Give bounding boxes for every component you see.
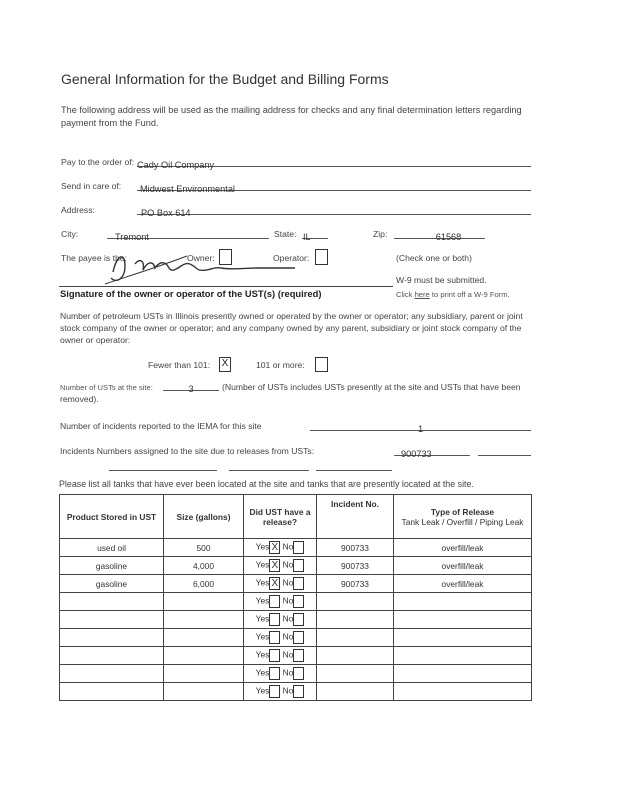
cell-incident[interactable]: 900733 (317, 575, 394, 593)
cell-size[interactable] (164, 611, 244, 629)
no-label: No (282, 649, 294, 660)
no-label: No (282, 685, 294, 696)
state-label: State: (274, 229, 297, 239)
tank-list-instruction: Please list all tanks that have ever been located at the site and tanks that are presently located at the site. (59, 479, 474, 489)
table-row (60, 629, 532, 647)
cell-release-type[interactable] (394, 593, 532, 611)
check-one-note: (Check one or both) (396, 253, 472, 263)
header-product: Product Stored in UST (60, 495, 164, 539)
yes-label: Yes (255, 559, 270, 570)
send-in-care-label: Send in care of: (61, 181, 122, 191)
incident-number-field-2[interactable] (478, 444, 531, 456)
yes-checkbox[interactable] (269, 685, 280, 698)
yes-checkbox[interactable] (269, 631, 280, 644)
cell-release (244, 611, 317, 629)
cell-product[interactable] (60, 593, 164, 611)
cell-release-type[interactable] (394, 647, 532, 665)
cell-product[interactable]: used oil (60, 539, 164, 557)
cell-release (244, 575, 317, 593)
incident-number-field-4[interactable] (229, 459, 309, 471)
incident-number-field-5[interactable] (316, 459, 392, 471)
page-title: General Information for the Budget and Billing Forms (61, 71, 389, 87)
cell-size[interactable] (164, 665, 244, 683)
no-label: No (282, 667, 294, 678)
zip-label: Zip: (373, 229, 388, 239)
cell-release (244, 665, 317, 683)
table-row (60, 611, 532, 629)
yes-label: Yes (255, 685, 270, 696)
yes-checkbox[interactable] (269, 667, 280, 680)
cell-product[interactable] (60, 629, 164, 647)
city-value: Tremont (115, 232, 149, 242)
incident-numbers-label: Incidents Numbers assigned to the site due to releases from USTs: (60, 446, 315, 456)
ust-at-site-label: Number of USTs at the site: (60, 383, 153, 392)
yes-checkbox[interactable]: X (269, 541, 280, 554)
pay-to-value: Cady Oil Company (137, 160, 215, 170)
cell-incident[interactable] (317, 611, 394, 629)
table-row (60, 593, 532, 611)
operator-label: Operator: (273, 253, 310, 263)
no-label: No (282, 613, 294, 624)
cell-release-type[interactable] (394, 665, 532, 683)
no-label: No (282, 577, 294, 588)
w9-link-text: Click here to print off a W-9 Form. (396, 290, 510, 299)
incidents-reported-field[interactable] (310, 419, 531, 434)
cell-incident[interactable] (317, 683, 394, 701)
address-label: Address: (61, 205, 95, 215)
yes-checkbox[interactable] (269, 613, 280, 626)
w9-link[interactable]: here (414, 290, 430, 299)
yes-label: Yes (255, 631, 270, 642)
cell-size[interactable]: 500 (164, 539, 244, 557)
no-checkbox[interactable] (293, 631, 304, 644)
cell-release (244, 557, 317, 575)
yes-label: Yes (255, 595, 270, 606)
header-size: Size (gallons) (164, 495, 244, 539)
cell-release-type[interactable]: overfill/leak (394, 557, 532, 575)
pay-to-label: Pay to the order of: (61, 157, 135, 167)
city-label: City: (61, 229, 79, 239)
header-incident: Incident No. (317, 495, 394, 539)
yes-label: Yes (255, 667, 270, 678)
intro-text: The following address will be used as the mailing address for checks and any final determination letters regarding payment from the Fund. (61, 105, 522, 128)
more-than-checkbox[interactable] (315, 357, 328, 372)
no-label: No (282, 595, 294, 606)
owner-label: Owner: (187, 253, 215, 263)
cell-release (244, 683, 317, 701)
ust-paragraph: Number of petroleum USTs in Illinois presently owned or operated by the owner or operator; any subsidiary, parent or joint stock company of the owner or operator; and any company owned by any parent, subsidiary or joint stock company of the owner or operator: (60, 311, 523, 345)
fewer-than-label: Fewer than 101: (148, 360, 211, 370)
header-release-type: Type of Release Tank Leak / Overfill / Piping Leak (394, 495, 532, 539)
signature-caption: Signature of the owner or operator of the UST(s) (required) (60, 288, 322, 299)
incident-number-field-1[interactable] (394, 444, 470, 459)
cell-release-type[interactable] (394, 611, 532, 629)
cell-product[interactable] (60, 611, 164, 629)
state-field[interactable] (302, 227, 328, 242)
cell-size[interactable] (164, 683, 244, 701)
tank-table (59, 494, 532, 701)
cell-release-type[interactable] (394, 629, 532, 647)
city-field[interactable] (107, 227, 269, 242)
no-checkbox[interactable] (293, 541, 304, 554)
incidents-reported-value: 1 (417, 424, 424, 434)
table-row (60, 665, 532, 683)
signature-image (95, 244, 315, 289)
no-label: No (282, 559, 294, 570)
w9-note: W-9 must be submitted. (396, 275, 487, 285)
table-row (60, 539, 532, 557)
yes-checkbox[interactable]: X (269, 559, 280, 572)
cell-release (244, 539, 317, 557)
cell-incident[interactable] (317, 593, 394, 611)
cell-release-type[interactable]: overfill/leak (394, 575, 532, 593)
payee-label: The payee is the: (61, 253, 127, 263)
state-value: IL (303, 232, 311, 242)
cell-incident[interactable] (317, 665, 394, 683)
ust-at-site-value: 3 (188, 384, 194, 394)
no-checkbox[interactable] (293, 559, 304, 572)
zip-value: 61568 (435, 232, 462, 242)
table-row (60, 647, 532, 665)
yes-label: Yes (255, 541, 270, 552)
cell-size[interactable]: 4,000 (164, 557, 244, 575)
cell-release (244, 593, 317, 611)
yes-label: Yes (255, 613, 270, 624)
cell-incident[interactable] (317, 629, 394, 647)
operator-checkbox[interactable] (315, 249, 328, 265)
no-checkbox[interactable] (293, 649, 304, 662)
cell-release-type[interactable] (394, 683, 532, 701)
cell-size[interactable] (164, 593, 244, 611)
no-checkbox[interactable] (293, 613, 304, 626)
header-release: Did UST have a release? (244, 495, 317, 539)
yes-checkbox[interactable] (269, 595, 280, 608)
table-row (60, 683, 532, 701)
cell-release (244, 647, 317, 665)
cell-incident[interactable]: 900733 (317, 557, 394, 575)
no-checkbox[interactable] (293, 667, 304, 680)
incident-number-value: 900733 (401, 449, 432, 459)
yes-checkbox[interactable]: X (269, 577, 280, 590)
no-label: No (282, 541, 294, 552)
yes-label: Yes (255, 649, 270, 660)
cell-incident[interactable]: 900733 (317, 539, 394, 557)
cell-product[interactable] (60, 647, 164, 665)
cell-product[interactable] (60, 665, 164, 683)
no-checkbox[interactable] (293, 685, 304, 698)
table-row (60, 575, 532, 593)
send-in-care-value: Midwest Environmental (140, 184, 235, 194)
no-label: No (282, 631, 294, 642)
cell-size[interactable] (164, 629, 244, 647)
pay-to-field[interactable] (137, 155, 531, 170)
zip-field[interactable] (394, 227, 485, 242)
yes-label: Yes (255, 577, 270, 588)
no-checkbox[interactable] (293, 595, 304, 608)
more-than-label: 101 or more: (256, 360, 305, 370)
cell-product[interactable] (60, 683, 164, 701)
no-checkbox[interactable] (293, 577, 304, 590)
incident-number-field-3[interactable] (109, 459, 217, 471)
cell-size[interactable]: 6,000 (164, 575, 244, 593)
signature-line (59, 286, 393, 287)
send-in-care-field[interactable] (137, 179, 531, 194)
yes-checkbox[interactable] (269, 649, 280, 662)
cell-release-type[interactable]: overfill/leak (394, 539, 532, 557)
fewer-than-checkbox[interactable]: X (219, 357, 231, 372)
cell-release (244, 629, 317, 647)
cell-product[interactable]: gasoline (60, 557, 164, 575)
tank-table-header (60, 495, 532, 539)
cell-incident[interactable] (317, 647, 394, 665)
incidents-reported-label: Number of incidents reported to the IEMA for this site (60, 421, 262, 431)
address-value: PO Box 614 (141, 208, 191, 218)
table-row (60, 557, 532, 575)
cell-size[interactable] (164, 647, 244, 665)
cell-product[interactable]: gasoline (60, 575, 164, 593)
ust-at-site-note: (Number of USTs includes USTs presently at the site and USTs that have been removed). (60, 382, 521, 404)
address-field[interactable] (137, 203, 531, 218)
